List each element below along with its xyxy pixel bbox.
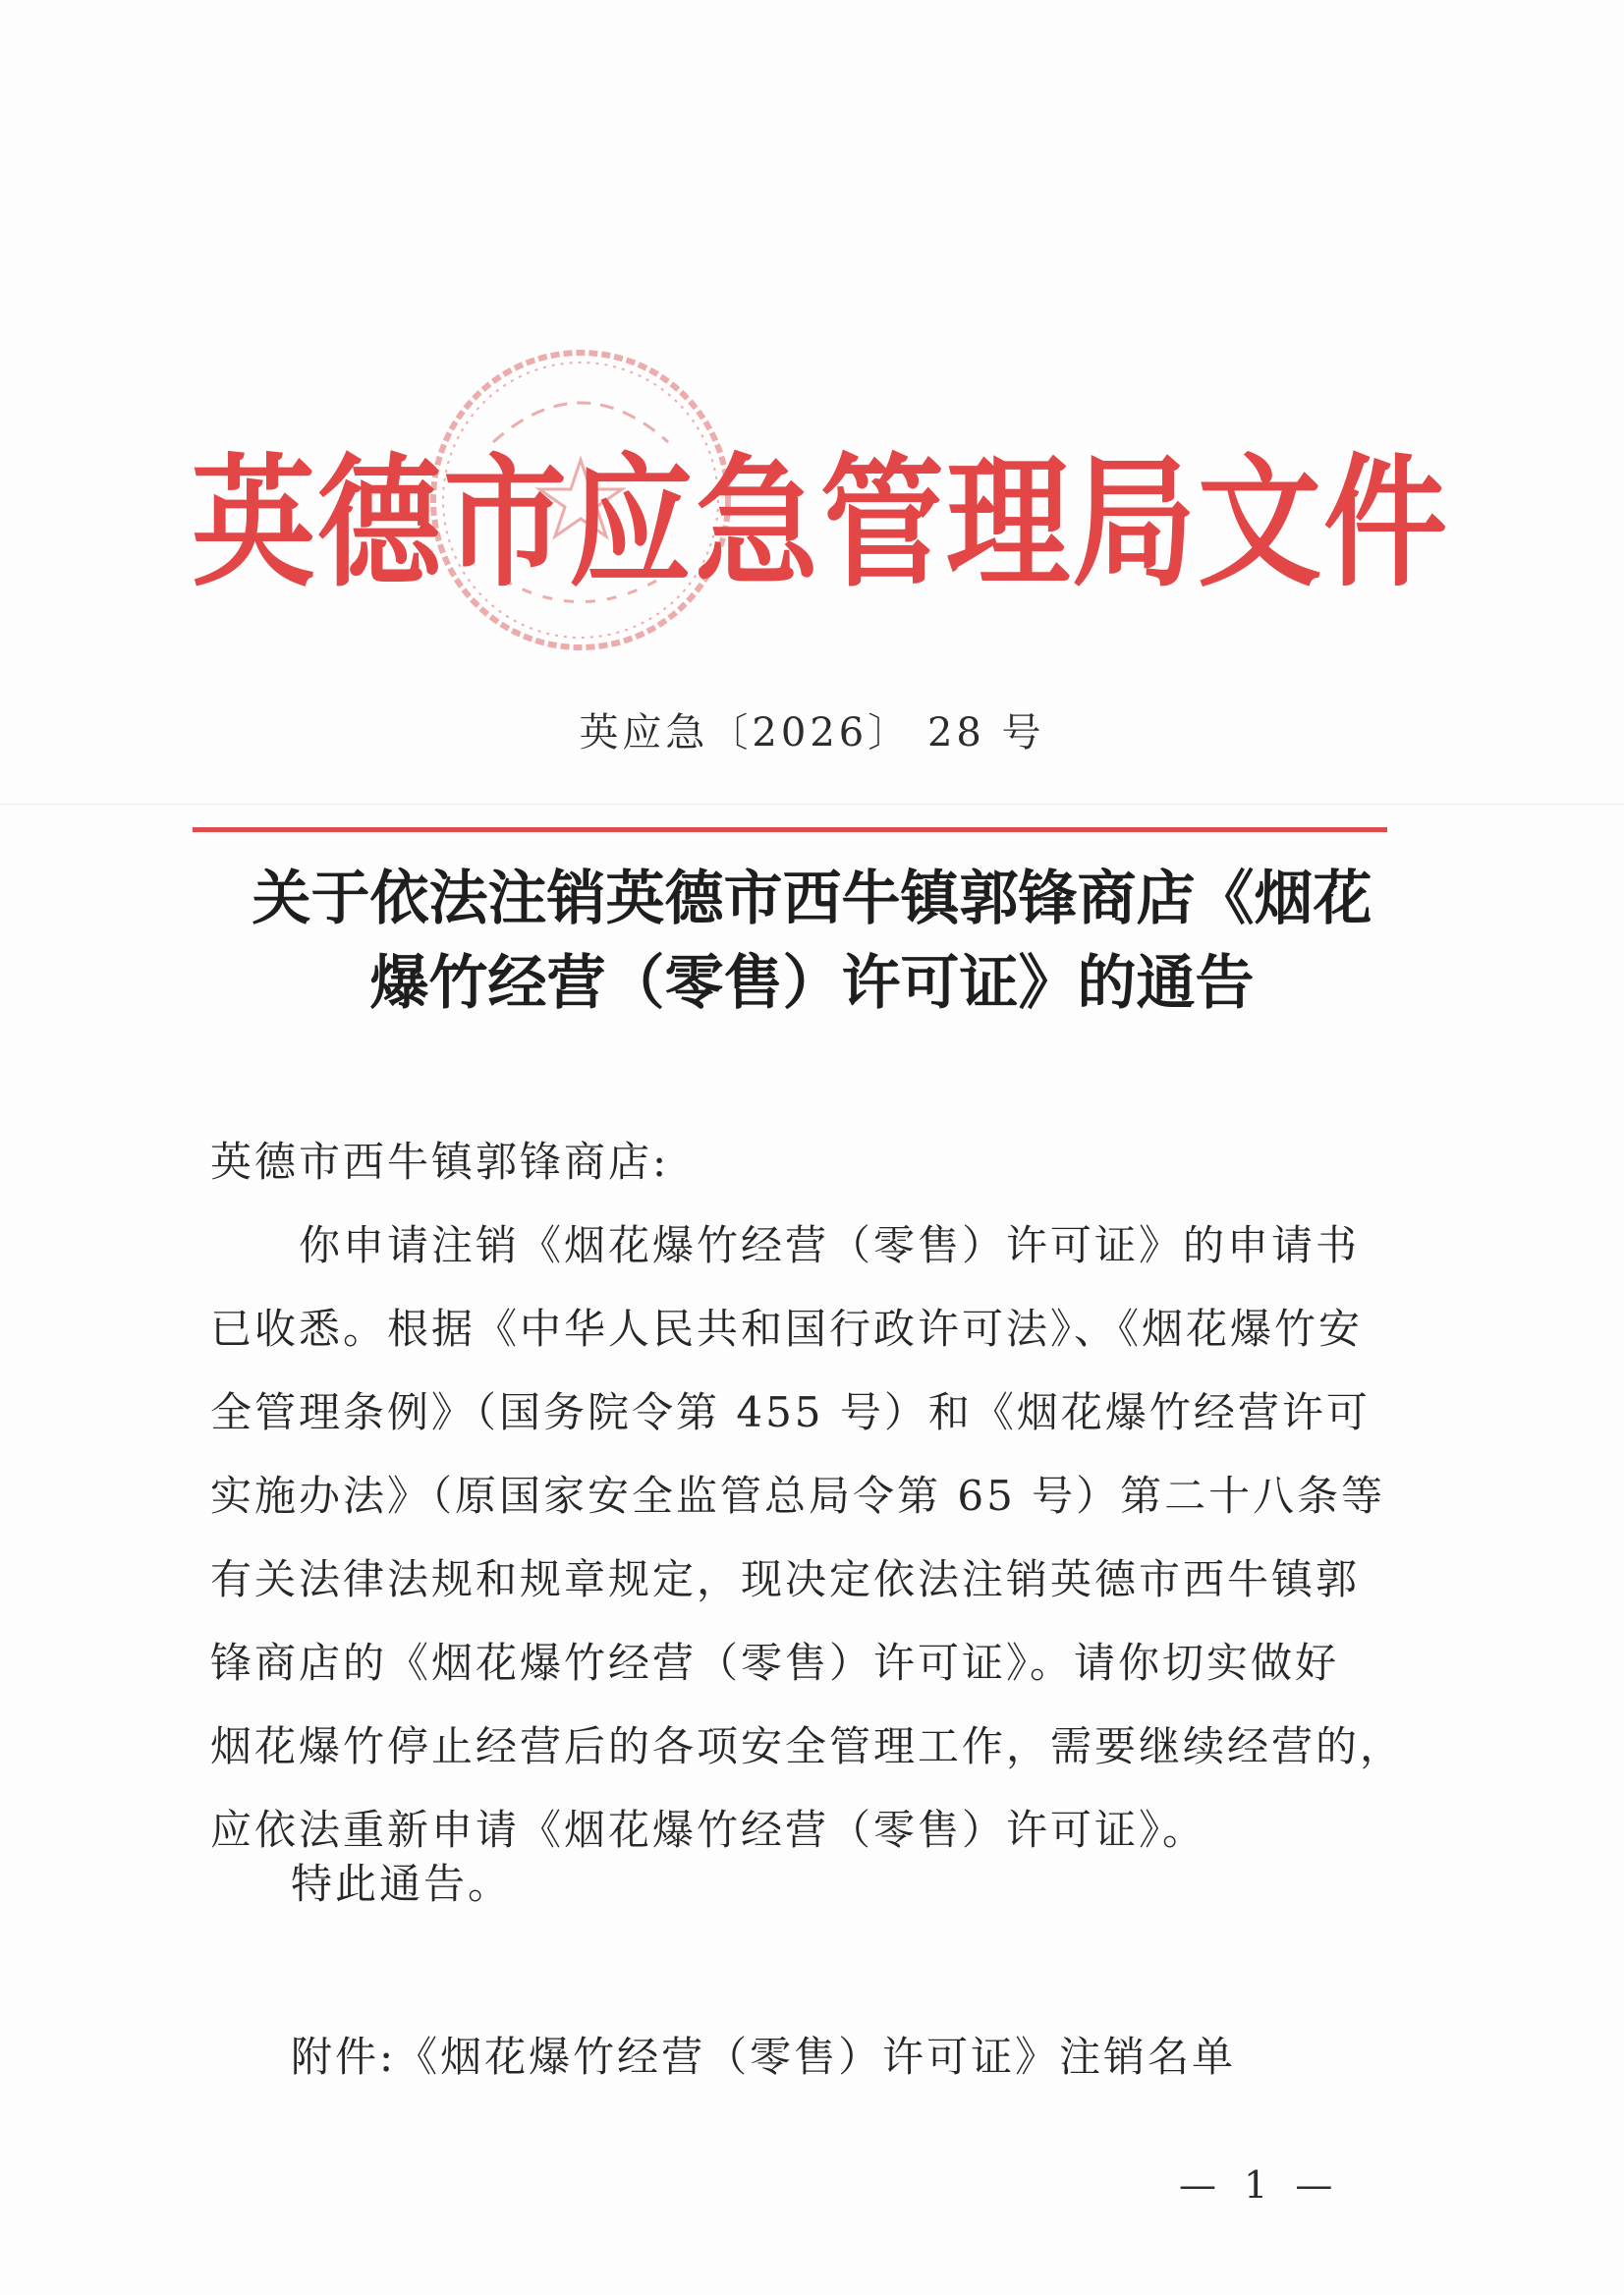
issuing-authority-title: 英德市应急管理局文件 — [192, 438, 1449, 607]
body-line: 锋商店的《烟花爆竹经营（零售）许可证》。请你切实做好 — [210, 1639, 1340, 1687]
page-number: — 1 — — [1179, 2163, 1341, 2207]
notice-title-line-1: 关于依法注销英德市西牛镇郭锋商店《烟花 — [252, 865, 1372, 933]
body-line: 烟花爆竹停止经营后的各项安全管理工作，需要继续经营的， — [210, 1722, 1405, 1770]
body-line: 应依法重新申请《烟花爆竹经营（零售）许可证》。 — [210, 1806, 1207, 1854]
document-number: 英应急〔2026〕 28 号 — [579, 710, 1045, 756]
red-divider-rule — [193, 827, 1387, 832]
body-line: 全管理条例》（国务院令第 455 号）和《烟花爆竹经营许可 — [210, 1388, 1371, 1436]
body-line: 实施办法》（原国家安全监管总局令第 65 号）第二十八条等 — [210, 1472, 1386, 1520]
notice-body — [210, 1120, 1405, 1872]
notice-title — [0, 857, 1624, 1026]
notice-title-line-2: 爆竹经营（零售）许可证》的通告 — [369, 949, 1255, 1018]
closing-statement: 特此通告。 — [291, 1860, 513, 1908]
attachment-note: 附件:《烟花爆竹经营（零售）许可证》注销名单 — [291, 2033, 1237, 2081]
scan-fold-line — [0, 804, 1624, 805]
body-line: 有关法律法规和规章规定，现决定依法注销英德市西牛镇郭 — [210, 1555, 1361, 1603]
body-line: 你申请注销《烟花爆竹经营（零售）许可证》的申请书 — [299, 1221, 1361, 1269]
addressee: 英德市西牛镇郭锋商店: — [210, 1138, 670, 1186]
body-line: 已收悉。根据《中华人民共和国行政许可法》、《烟花爆竹安 — [210, 1305, 1364, 1353]
